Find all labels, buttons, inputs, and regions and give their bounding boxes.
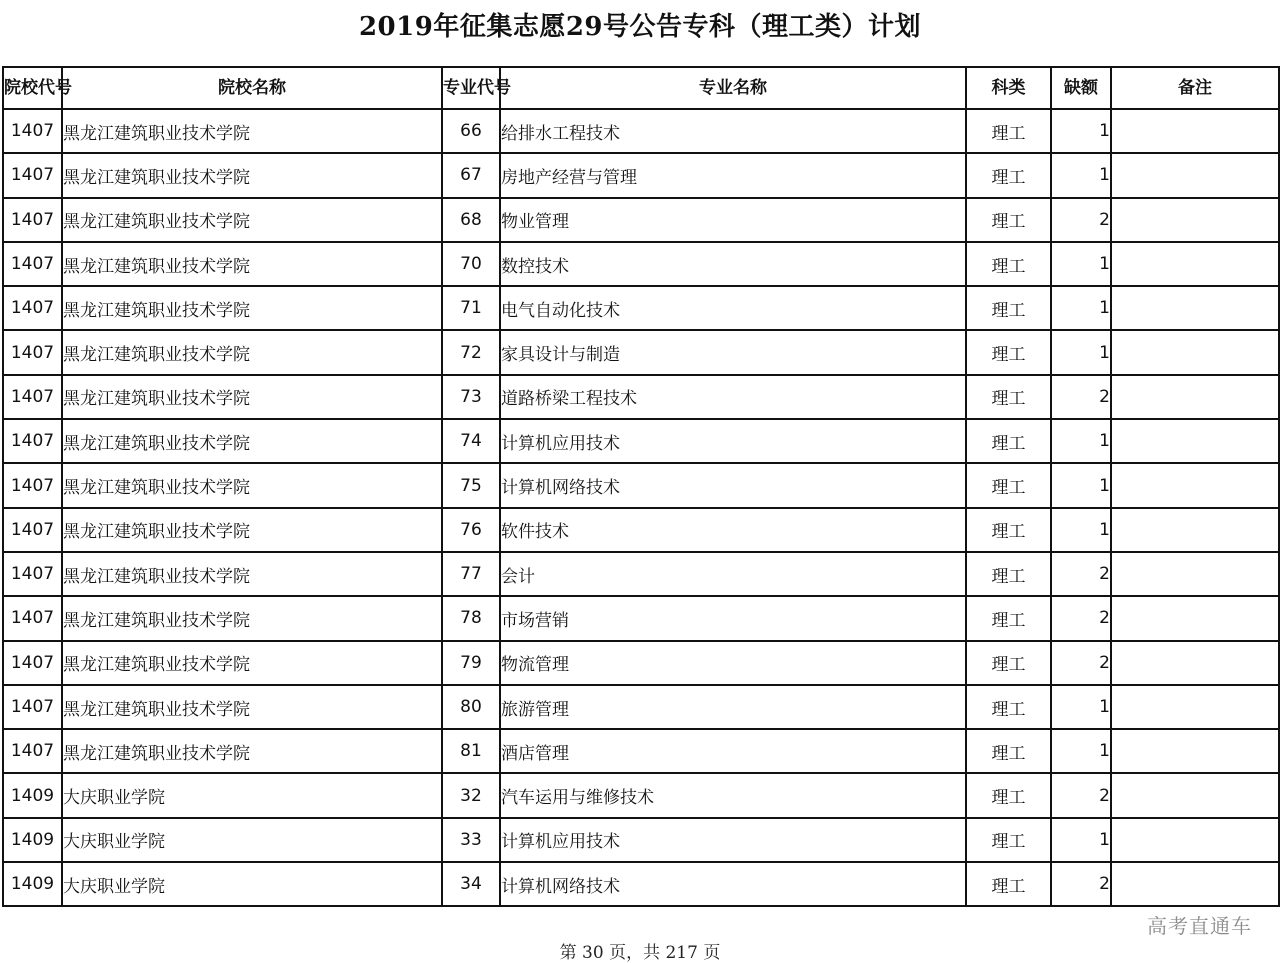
table-row [3, 286, 1279, 330]
cell-major-code: 68 [442, 198, 500, 242]
cell-quota: 1 [1051, 419, 1111, 463]
header-quota: 缺额 [1051, 67, 1111, 109]
table-header-row [3, 67, 1279, 109]
cell-category: 理工 [966, 596, 1051, 640]
cell-major-name: 物流管理 [500, 641, 966, 685]
cell-quota: 2 [1051, 596, 1111, 640]
cell-school-name: 大庆职业学院 [62, 862, 442, 906]
cell-quota: 1 [1051, 508, 1111, 552]
cell-major-code: 80 [442, 685, 500, 729]
cell-major-name: 物业管理 [500, 198, 966, 242]
cell-school-name: 黑龙江建筑职业技术学院 [62, 242, 442, 286]
cell-major-code: 67 [442, 153, 500, 197]
table-body [3, 109, 1279, 906]
cell-major-name: 软件技术 [500, 508, 966, 552]
cell-category: 理工 [966, 463, 1051, 507]
cell-major-name: 酒店管理 [500, 729, 966, 773]
table-row [3, 198, 1279, 242]
cell-category: 理工 [966, 685, 1051, 729]
cell-major-name: 汽车运用与维修技术 [500, 773, 966, 817]
cell-major-name: 数控技术 [500, 242, 966, 286]
cell-school-code: 1409 [3, 773, 62, 817]
cell-major-code: 75 [442, 463, 500, 507]
cell-major-code: 70 [442, 242, 500, 286]
cell-school-code: 1407 [3, 463, 62, 507]
table-row [3, 773, 1279, 817]
cell-note [1111, 862, 1279, 906]
header-school-code: 院校代号 [3, 67, 62, 109]
cell-school-name: 黑龙江建筑职业技术学院 [62, 641, 442, 685]
cell-major-code: 34 [442, 862, 500, 906]
cell-school-code: 1407 [3, 198, 62, 242]
cell-school-name: 黑龙江建筑职业技术学院 [62, 153, 442, 197]
cell-quota: 1 [1051, 330, 1111, 374]
cell-school-name: 黑龙江建筑职业技术学院 [62, 109, 442, 153]
cell-school-code: 1407 [3, 552, 62, 596]
cell-category: 理工 [966, 773, 1051, 817]
cell-school-name: 黑龙江建筑职业技术学院 [62, 198, 442, 242]
cell-school-name: 大庆职业学院 [62, 773, 442, 817]
cell-major-name: 计算机应用技术 [500, 419, 966, 463]
cell-quota: 1 [1051, 685, 1111, 729]
table-row [3, 463, 1279, 507]
cell-major-code: 66 [442, 109, 500, 153]
cell-category: 理工 [966, 109, 1051, 153]
cell-note [1111, 286, 1279, 330]
cell-school-code: 1407 [3, 596, 62, 640]
cell-note [1111, 729, 1279, 773]
cell-school-code: 1407 [3, 286, 62, 330]
cell-school-name: 黑龙江建筑职业技术学院 [62, 330, 442, 374]
cell-major-code: 71 [442, 286, 500, 330]
cell-school-name: 黑龙江建筑职业技术学院 [62, 463, 442, 507]
cell-quota: 1 [1051, 109, 1111, 153]
page-footer: 第 30 页，共 217 页 [559, 943, 721, 963]
table-row [3, 685, 1279, 729]
cell-note [1111, 463, 1279, 507]
cell-school-name: 黑龙江建筑职业技术学院 [62, 729, 442, 773]
cell-school-name: 大庆职业学院 [62, 818, 442, 862]
cell-category: 理工 [966, 552, 1051, 596]
cell-major-name: 计算机网络技术 [500, 862, 966, 906]
cell-school-name: 黑龙江建筑职业技术学院 [62, 419, 442, 463]
cell-school-code: 1407 [3, 508, 62, 552]
cell-major-name: 会计 [500, 552, 966, 596]
cell-category: 理工 [966, 242, 1051, 286]
page-title: 2019年征集志愿29号公告专科（理工类）计划 [358, 12, 922, 42]
cell-major-code: 33 [442, 818, 500, 862]
cell-major-name: 计算机应用技术 [500, 818, 966, 862]
header-note: 备注 [1111, 67, 1279, 109]
cell-quota: 1 [1051, 818, 1111, 862]
cell-school-name: 黑龙江建筑职业技术学院 [62, 685, 442, 729]
table-row [3, 242, 1279, 286]
cell-school-name: 黑龙江建筑职业技术学院 [62, 286, 442, 330]
cell-note [1111, 773, 1279, 817]
cell-major-code: 76 [442, 508, 500, 552]
table-row [3, 862, 1279, 906]
cell-major-code: 79 [442, 641, 500, 685]
cell-note [1111, 198, 1279, 242]
cell-school-code: 1407 [3, 419, 62, 463]
cell-note [1111, 375, 1279, 419]
cell-major-name: 市场营销 [500, 596, 966, 640]
cell-school-name: 黑龙江建筑职业技术学院 [62, 596, 442, 640]
table-row [3, 508, 1279, 552]
cell-category: 理工 [966, 419, 1051, 463]
cell-quota: 2 [1051, 375, 1111, 419]
cell-quota: 2 [1051, 198, 1111, 242]
cell-major-code: 78 [442, 596, 500, 640]
cell-major-name: 计算机网络技术 [500, 463, 966, 507]
cell-school-code: 1409 [3, 862, 62, 906]
cell-quota: 2 [1051, 641, 1111, 685]
cell-category: 理工 [966, 862, 1051, 906]
cell-school-code: 1407 [3, 330, 62, 374]
cell-note [1111, 818, 1279, 862]
cell-major-code: 32 [442, 773, 500, 817]
table-row [3, 109, 1279, 153]
header-major-name: 专业名称 [500, 67, 966, 109]
cell-quota: 1 [1051, 153, 1111, 197]
cell-note [1111, 109, 1279, 153]
cell-school-code: 1407 [3, 641, 62, 685]
cell-category: 理工 [966, 153, 1051, 197]
table-row [3, 641, 1279, 685]
table-row [3, 330, 1279, 374]
cell-school-name: 黑龙江建筑职业技术学院 [62, 552, 442, 596]
cell-note [1111, 596, 1279, 640]
cell-major-name: 电气自动化技术 [500, 286, 966, 330]
cell-note [1111, 153, 1279, 197]
cell-category: 理工 [966, 286, 1051, 330]
cell-category: 理工 [966, 641, 1051, 685]
table-row [3, 596, 1279, 640]
cell-category: 理工 [966, 818, 1051, 862]
plan-table [2, 66, 1280, 907]
cell-note [1111, 419, 1279, 463]
cell-major-name: 房地产经营与管理 [500, 153, 966, 197]
cell-category: 理工 [966, 508, 1051, 552]
cell-major-code: 73 [442, 375, 500, 419]
cell-note [1111, 508, 1279, 552]
table-row [3, 153, 1279, 197]
cell-category: 理工 [966, 729, 1051, 773]
cell-major-code: 77 [442, 552, 500, 596]
cell-major-code: 74 [442, 419, 500, 463]
cell-major-code: 81 [442, 729, 500, 773]
cell-quota: 1 [1051, 286, 1111, 330]
table-row [3, 729, 1279, 773]
table-row [3, 419, 1279, 463]
table-row [3, 375, 1279, 419]
cell-major-code: 72 [442, 330, 500, 374]
cell-major-name: 道路桥梁工程技术 [500, 375, 966, 419]
cell-quota: 2 [1051, 862, 1111, 906]
cell-note [1111, 552, 1279, 596]
cell-school-code: 1407 [3, 375, 62, 419]
cell-major-name: 旅游管理 [500, 685, 966, 729]
table-row [3, 552, 1279, 596]
cell-major-name: 给排水工程技术 [500, 109, 966, 153]
cell-school-name: 黑龙江建筑职业技术学院 [62, 508, 442, 552]
cell-school-name: 黑龙江建筑职业技术学院 [62, 375, 442, 419]
watermark-text: 高考直通车 [1147, 914, 1252, 938]
cell-school-code: 1407 [3, 685, 62, 729]
cell-category: 理工 [966, 330, 1051, 374]
cell-school-code: 1407 [3, 153, 62, 197]
cell-quota: 2 [1051, 552, 1111, 596]
header-school-name: 院校名称 [62, 67, 442, 109]
cell-note [1111, 641, 1279, 685]
cell-note [1111, 330, 1279, 374]
cell-school-code: 1407 [3, 242, 62, 286]
cell-major-name: 家具设计与制造 [500, 330, 966, 374]
cell-school-code: 1407 [3, 109, 62, 153]
cell-quota: 1 [1051, 242, 1111, 286]
cell-school-code: 1407 [3, 729, 62, 773]
table-row [3, 818, 1279, 862]
header-major-code: 专业代号 [442, 67, 500, 109]
cell-note [1111, 242, 1279, 286]
cell-quota: 2 [1051, 773, 1111, 817]
header-category: 科类 [966, 67, 1051, 109]
cell-quota: 1 [1051, 729, 1111, 773]
cell-school-code: 1409 [3, 818, 62, 862]
cell-note [1111, 685, 1279, 729]
cell-quota: 1 [1051, 463, 1111, 507]
cell-category: 理工 [966, 375, 1051, 419]
cell-category: 理工 [966, 198, 1051, 242]
